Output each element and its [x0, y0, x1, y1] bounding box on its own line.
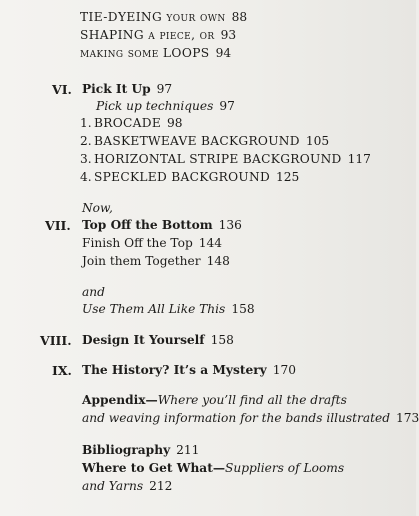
toc-lead: Now, [82, 201, 113, 215]
toc-appendix-cont: and weaving information for the bands illustrated 173 [82, 411, 419, 425]
toc-entry: SHAPING a piece, or 93 [80, 28, 237, 42]
toc-entry: TIE-DYEING your own 88 [80, 10, 248, 24]
toc-entry: making some LOOPS 94 [80, 46, 232, 60]
toc-list-item: 2. BASKETWEAVE BACKGROUND 105 [80, 134, 330, 148]
chapter-numeral: VI. [52, 82, 72, 97]
toc-suppliers: Where to Get What—Suppliers of Looms [82, 461, 345, 475]
toc-entry: Join them Together 148 [82, 254, 230, 268]
toc-entry: Use Them All Like This 158 [82, 302, 255, 316]
toc-lead: and [82, 285, 105, 299]
chapter-title: The History? It’s a Mystery 170 [82, 363, 296, 377]
chapter-title: Design It Yourself 158 [82, 333, 234, 347]
toc-suppliers-cont: and Yarns 212 [82, 479, 173, 493]
chapter-numeral: IX. [52, 363, 72, 378]
chapter-numeral: VII. [45, 218, 71, 233]
chapter-title: Pick It Up 97 [82, 82, 173, 96]
toc-list-item: 1. BROCADE 98 [80, 116, 183, 130]
toc-entry: Finish Off the Top 144 [82, 236, 223, 250]
toc-appendix: Appendix—Where you’ll find all the drafts [82, 393, 347, 407]
chapter-title: Top Off the Bottom 136 [82, 218, 242, 232]
toc-list-item: 3. HORIZONTAL STRIPE BACKGROUND 117 [80, 152, 371, 166]
chapter-numeral: VIII. [40, 333, 72, 348]
toc-list-item: 4. SPECKLED BACKGROUND 125 [80, 170, 300, 184]
toc-subentry: Pick up techniques 97 [96, 99, 235, 113]
toc-bibliography: Bibliography 211 [82, 443, 200, 457]
